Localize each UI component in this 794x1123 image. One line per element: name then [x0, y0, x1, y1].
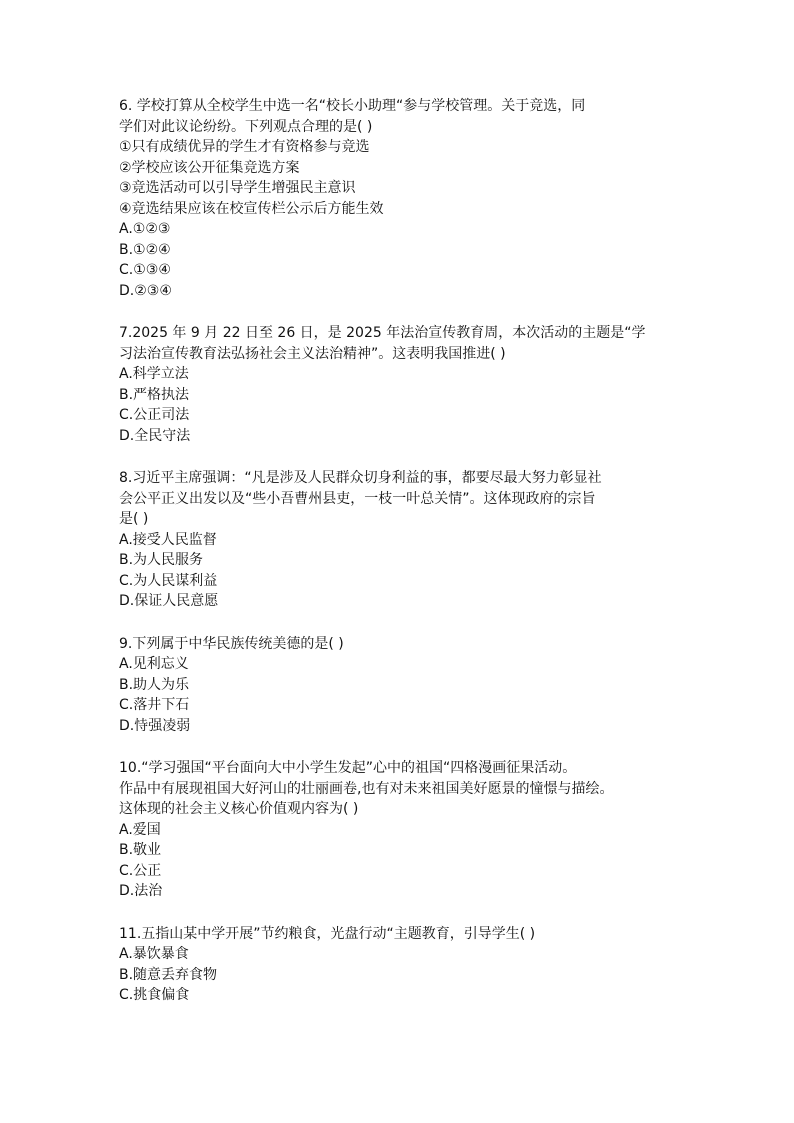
question-7-stem [119, 323, 679, 364]
question-list [119, 96, 679, 1028]
question-10-stem [119, 758, 679, 820]
question-6-statement-3: ③竞选活动可以引导学生增强民主意识 [119, 180, 356, 196]
question-6-option-a: A.①②③ [119, 221, 171, 237]
question-7-stem-line-2: 习法治宣传教育法弘扬社会主义法治精神”。这表明我国推进( ) [119, 345, 506, 362]
question-8 [119, 468, 679, 612]
question-9 [119, 634, 679, 737]
question-9-option-d: D.恃强凌弱 [119, 717, 191, 734]
question-8-option-d: D.保证人民意愿 [119, 593, 219, 609]
question-11-option-c: C.挑食偏食 [119, 987, 190, 1003]
question-8-stem-line-3: 是( ) [119, 511, 149, 527]
question-10-option-b: B.敬业 [119, 842, 162, 858]
question-11-stem-line-1: 11.五指山某中学开展”节约粮食，光盘行动“主题教育，引导学生( ) [119, 925, 536, 942]
question-11 [119, 924, 679, 1006]
question-9-stem-line-1: 9.下列属于中华民族传统美德的是( ) [119, 635, 344, 652]
question-10-stem-line-2: 作品中有展现祖国大好河山的壮丽画卷,也有对未来祖国美好愿景的憧憬与描绘。 [119, 780, 614, 797]
question-9-stem [119, 634, 679, 655]
question-8-option-c: C.为人民谋利益 [119, 572, 218, 589]
question-11-option-a: A.暴饮暴食 [119, 946, 189, 962]
question-8-stem [119, 468, 679, 530]
question-6-option-c: C.①③④ [119, 262, 171, 278]
question-10-stem-line-1: 10.“学习强国“平台面向大中小学生发起”心中的祖国“四格漫画征果活动。 [119, 760, 577, 776]
question-10-stem-line-3: 这体现的社会主义核心价值观内容为( ) [119, 801, 359, 817]
question-6 [119, 96, 679, 301]
question-10-option-d: D.法治 [119, 883, 163, 899]
question-11-option-b: B.随意丢弃食物 [119, 966, 218, 983]
question-10-option-c: C.公正 [119, 862, 162, 879]
question-11-stem [119, 924, 679, 945]
question-6-option-b: B.①②④ [119, 241, 171, 258]
question-9-option-a: A.见利忘义 [119, 656, 189, 672]
question-8-option-a: A.接受人民监督 [119, 531, 217, 548]
question-7-option-c: C.公正司法 [119, 407, 190, 423]
question-6-option-d: D.②③④ [119, 282, 172, 299]
question-7 [119, 323, 679, 446]
question-10 [119, 758, 679, 902]
question-7-option-a: A.科学立法 [119, 366, 189, 382]
question-9-option-c: C.落井下石 [119, 697, 190, 713]
question-7-option-d: D.全民守法 [119, 427, 191, 444]
question-8-stem-line-1: 8.习近平主席强调：“凡是涉及人民群众切身利益的事，都要尽最大努力彰显社 [119, 470, 602, 486]
question-6-stem [119, 96, 679, 137]
question-6-statement-2: ②学校应该公开征集竞选方案 [119, 159, 300, 176]
question-8-option-b: B.为人民服务 [119, 552, 204, 568]
question-6-stem-line-1: 6. 学校打算从全校学生中选一名“校长小助理“参与学校管理。关于竞选，同 [119, 98, 586, 114]
question-7-option-b: B.严格执法 [119, 386, 190, 403]
question-6-stem-line-2: 学们对此议论纷纷。下列观点合理的是( ) [119, 118, 373, 135]
question-9-option-b: B.助人为乐 [119, 676, 190, 693]
question-6-statement-1: ①只有成绩优异的学生才有资格参与竞选 [119, 139, 370, 155]
question-10-option-a: A.爱国 [119, 821, 161, 838]
question-7-stem-line-1: 7.2025 年 9 月 22 日至 26 日，是 2025 年法治宣传教育周，本次活动的主题是“学 [119, 325, 646, 341]
question-6-statement-4: ④竞选结果应该在校宣传栏公示后方能生效 [119, 200, 384, 217]
question-8-stem-line-2: 会公平正义出发以及“些小吾曹州县吏，一枝一叶总关情”。这体现政府的宗旨 [119, 490, 596, 507]
